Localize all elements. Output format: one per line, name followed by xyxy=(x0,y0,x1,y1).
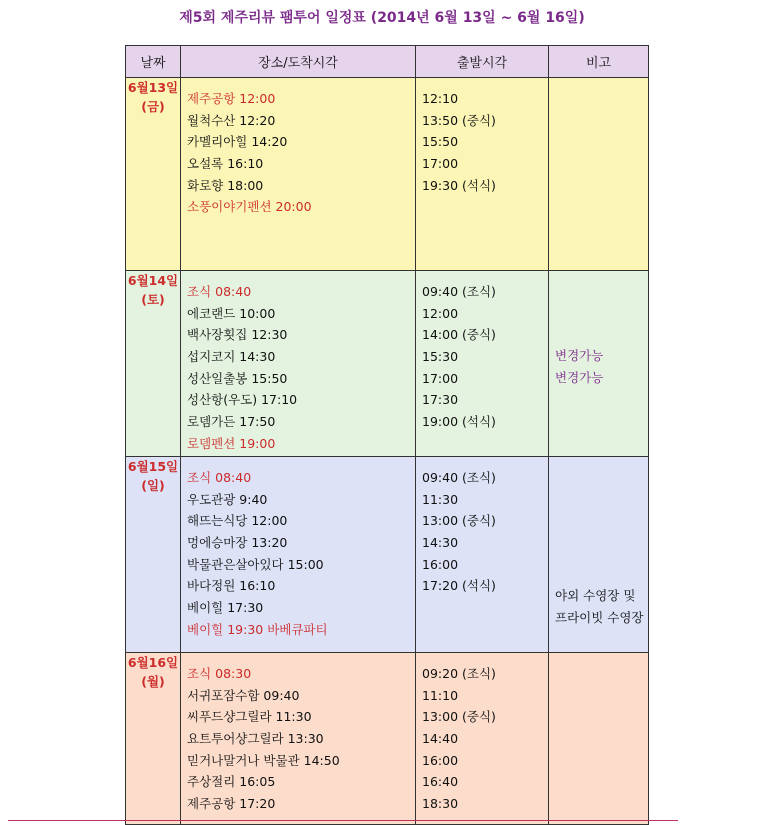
departure-item: 12:00 xyxy=(422,305,459,321)
schedule-table xyxy=(125,45,649,825)
note-item: 변경가능 xyxy=(555,348,604,363)
weekday-label: (일) xyxy=(141,478,165,493)
departure-item: 16:00 xyxy=(422,556,459,572)
date-label: 6월13일 xyxy=(127,80,179,95)
date-cell xyxy=(126,653,181,825)
departure-item: 12:10 xyxy=(422,91,459,106)
departure-cell xyxy=(416,653,549,825)
departure-item: 13:00 (중식) xyxy=(422,513,496,529)
departure-item: 16:00 xyxy=(422,752,459,768)
weekday-label: (월) xyxy=(141,674,165,689)
note-cell xyxy=(549,653,649,825)
day-row-0616 xyxy=(126,653,649,825)
day-row-0614 xyxy=(126,271,649,457)
header-departure: 출발시각 xyxy=(416,46,549,78)
place-item: 믿거나말거나 박물관 14:50 xyxy=(187,752,340,768)
place-item: 베이힐 19:30 바베큐파티 xyxy=(187,621,328,637)
place-item: 성산항(우도) 17:10 xyxy=(187,392,298,408)
departure-item: 13:00 (중식) xyxy=(422,709,496,725)
departure-item: 11:30 xyxy=(422,491,459,507)
place-cell xyxy=(181,78,416,271)
date-cell xyxy=(126,271,181,457)
page-title: 제5회 제주리뷰 팸투어 일정표 (2014년 6월 13일 ~ 6월 16일) xyxy=(179,10,585,26)
place-item: 로뎀펜션 19:00 xyxy=(187,435,276,451)
departure-item: 09:40 (조식) xyxy=(422,470,496,485)
header-date: 날짜 xyxy=(126,46,181,78)
place-item: 월척수산 12:20 xyxy=(187,112,276,128)
place-item: 씨푸드샹그릴라 11:30 xyxy=(187,709,312,725)
place-item: 서귀포잠수함 09:40 xyxy=(187,687,300,703)
place-item: 박물관은살아있다 15:00 xyxy=(187,556,324,572)
departure-item: 14:40 xyxy=(422,731,459,747)
day-row-0613 xyxy=(126,78,649,271)
place-item: 소풍이야기펜션 20:00 xyxy=(187,199,312,215)
place-cell xyxy=(181,653,416,825)
departure-item: 18:30 xyxy=(422,796,459,812)
note-cell xyxy=(549,271,649,457)
note-item: 변경가능 xyxy=(555,369,604,385)
place-item: 화로향 18:00 xyxy=(187,177,264,193)
departure-cell xyxy=(416,78,549,271)
departure-item: 09:20 (조식) xyxy=(422,666,496,681)
weekday-label: (토) xyxy=(141,292,165,307)
date-label: 6월15일 xyxy=(127,459,179,474)
place-item: 베이힐 17:30 xyxy=(187,600,264,616)
departure-item: 17:30 xyxy=(422,392,459,408)
place-item: 제주공항 17:20 xyxy=(187,796,276,812)
place-item: 백사장횟집 12:30 xyxy=(187,327,288,343)
place-cell xyxy=(181,271,416,457)
place-item: 조식 08:40 xyxy=(187,284,252,299)
weekday-label: (금) xyxy=(141,99,165,114)
place-cell xyxy=(181,457,416,653)
departure-item: 14:00 (중식) xyxy=(422,327,496,343)
place-item: 제주공항 12:00 xyxy=(187,91,276,106)
place-item: 성산일출봉 15:50 xyxy=(187,370,288,386)
departure-item: 15:50 xyxy=(422,134,459,150)
departure-item: 14:30 xyxy=(422,535,459,551)
place-item: 주상절리 16:05 xyxy=(187,774,276,790)
departure-item: 09:40 (조식) xyxy=(422,284,496,299)
departure-cell xyxy=(416,271,549,457)
place-item: 섭지코지 14:30 xyxy=(187,349,276,365)
place-item: 오설록 16:10 xyxy=(187,156,264,172)
bottom-divider xyxy=(8,820,678,821)
place-item: 바다정원 16:10 xyxy=(187,578,276,594)
departure-item: 11:10 xyxy=(422,687,459,703)
note-item: 프라이빗 수영장 xyxy=(555,609,644,625)
departure-cell xyxy=(416,457,549,653)
departure-item: 16:40 xyxy=(422,774,459,790)
day-row-0615 xyxy=(126,457,649,653)
place-item: 해뜨는식당 12:00 xyxy=(187,513,288,529)
date-label: 6월16일 xyxy=(127,655,179,670)
note-cell xyxy=(549,457,649,653)
departure-item: 17:00 xyxy=(422,370,459,386)
place-item: 카멜리아힐 14:20 xyxy=(187,134,288,150)
departure-item: 17:00 xyxy=(422,156,459,172)
header-note: 비고 xyxy=(549,46,649,78)
departure-item: 13:50 (중식) xyxy=(422,112,496,128)
date-cell xyxy=(126,457,181,653)
departure-item: 19:30 (석식) xyxy=(422,177,496,193)
departure-item: 19:00 (석식) xyxy=(422,414,496,430)
header-row xyxy=(126,46,649,78)
note-item: 야외 수영장 및 xyxy=(555,588,636,603)
date-label: 6월14일 xyxy=(127,273,179,288)
place-item: 멍에승마장 13:20 xyxy=(187,535,288,551)
place-item: 조식 08:40 xyxy=(187,470,252,485)
note-cell xyxy=(549,78,649,271)
place-item: 조식 08:30 xyxy=(187,666,252,681)
departure-item: 15:30 xyxy=(422,349,459,365)
place-item: 에코랜드 10:00 xyxy=(187,305,276,321)
date-cell xyxy=(126,78,181,271)
place-item: 우도관광 9:40 xyxy=(187,491,268,507)
departure-item: 17:20 (석식) xyxy=(422,578,496,594)
header-place: 장소/도착시각 xyxy=(181,46,416,78)
place-item: 요트투어샹그릴라 13:30 xyxy=(187,731,324,747)
place-item: 로뎀가든 17:50 xyxy=(187,414,276,430)
